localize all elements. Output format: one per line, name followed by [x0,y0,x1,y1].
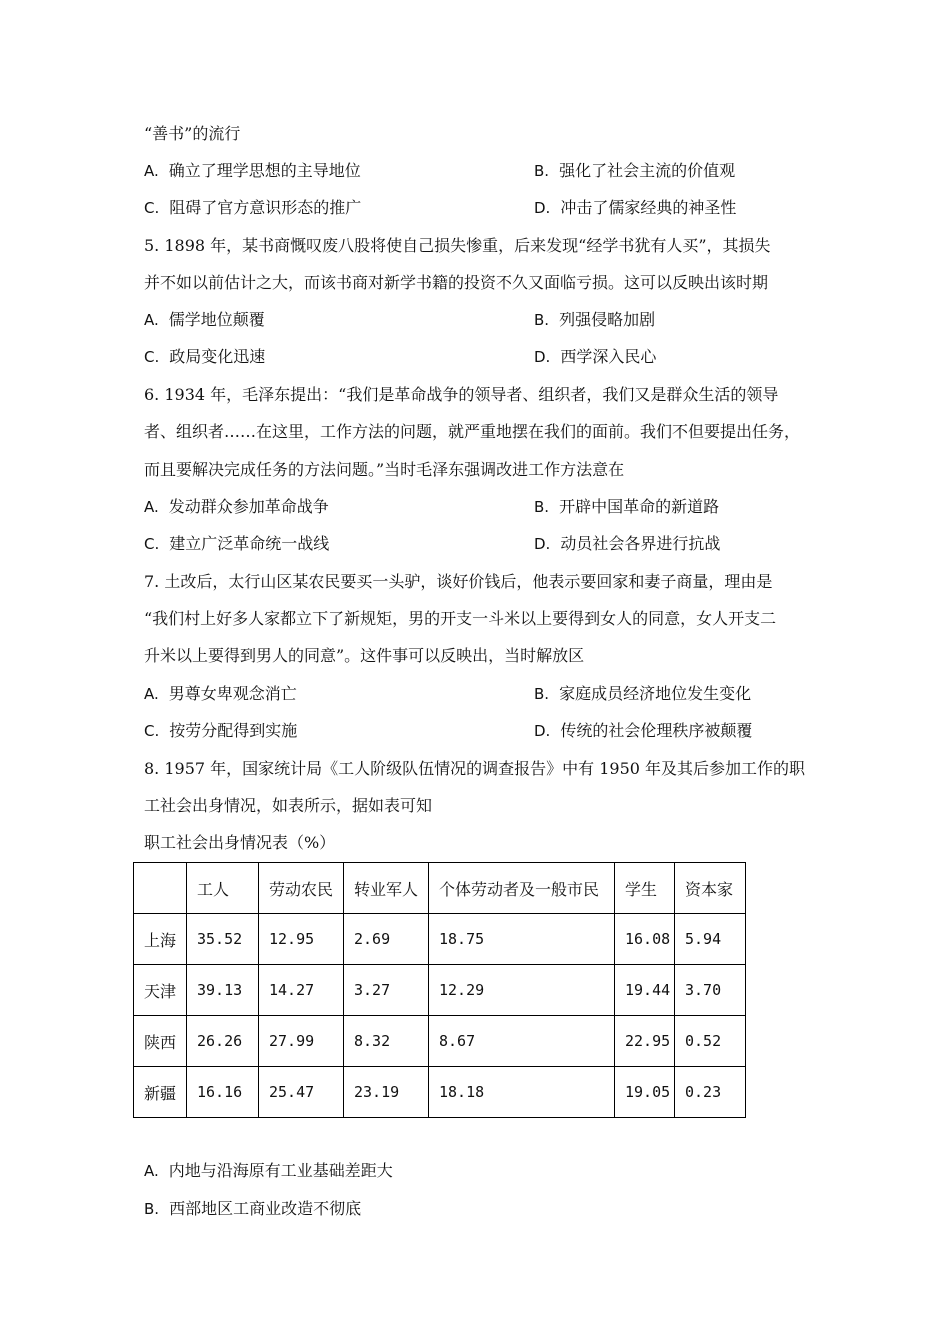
q4-option-b[interactable]: B. 强化了社会主流的价值观 [534,161,736,180]
q4-option-d[interactable]: D. 冲击了儒家经典的神圣性 [534,198,737,217]
value-cell: 35.52 [187,914,259,965]
q4-option-c[interactable]: C. 阻碍了官方意识形态的推广 [144,198,362,217]
value-cell: 3.70 [675,965,746,1016]
q5-stem-line2: 并不如以前估计之大，而该书商对新学书籍的投资不久又面临亏损。这可以反映出该时期 [144,273,769,292]
q6-option-d[interactable]: D. 动员社会各界进行抗战 [534,534,721,553]
q5-option-a[interactable]: A. 儒学地位颠覆 [144,310,265,329]
q6-stem-line1: 6. 1934 年，毛泽东提出：“我们是革命战争的领导者、组织者，我们又是群众生活的领导 [144,385,779,404]
region-cell: 新疆 [134,1067,187,1118]
value-cell: 5.94 [675,914,746,965]
q6-stem-line2: 者、组织者……在这里，工作方法的问题，就严重地摆在我们的面前。我们不但要提出任务， [144,422,801,441]
region-cell: 天津 [134,965,187,1016]
q6-stem-line3: 而且要解决完成任务的方法问题。”当时毛泽东强调改进工作方法意在 [144,460,625,479]
table-row [134,965,746,1016]
region-cell: 上海 [134,914,187,965]
table-header-cell: 学生 [615,863,675,914]
table-header-cell: 转业军人 [344,863,429,914]
table-row [134,1067,746,1118]
q6-option-b[interactable]: B. 开辟中国革命的新道路 [534,497,720,516]
value-cell: 39.13 [187,965,259,1016]
q7-option-b[interactable]: B. 家庭成员经济地位发生变化 [534,684,752,703]
q5-option-b[interactable]: B. 列强侵略加剧 [534,310,656,329]
q7-option-d[interactable]: D. 传统的社会伦理秩序被颠覆 [534,721,753,740]
table-header-row [134,863,746,914]
value-cell: 3.27 [344,965,429,1016]
q8-stem-line2: 工社会出身情况，如表所示，据如表可知 [144,796,433,815]
table-corner-cell [134,863,187,914]
q7-stem-line3: 升米以上要得到男人的同意”。这件事可以反映出，当时解放区 [144,646,585,665]
value-cell: 12.29 [429,965,615,1016]
q5-option-c[interactable]: C. 政局变化迅速 [144,347,266,366]
value-cell: 16.16 [187,1067,259,1118]
value-cell: 0.23 [675,1067,746,1118]
value-cell: 8.67 [429,1016,615,1067]
value-cell: 2.69 [344,914,429,965]
value-cell: 23.19 [344,1067,429,1118]
q8-table-title: 职工社会出身情况表（%） [144,833,336,852]
value-cell: 14.27 [259,965,344,1016]
region-cell: 陕西 [134,1016,187,1067]
q8-stem-line1: 8. 1957 年，国家统计局《工人阶级队伍情况的调查报告》中有 1950 年及其后参加工作的职 [144,759,806,778]
q8-option-b[interactable]: B. 西部地区工商业改造不彻底 [144,1199,362,1218]
q8-option-a[interactable]: A. 内地与沿海原有工业基础差距大 [144,1161,393,1180]
q4-tail: “善书”的流行 [144,124,241,143]
value-cell: 22.95 [615,1016,675,1067]
q5-option-d[interactable]: D. 西学深入民心 [534,347,657,366]
value-cell: 16.08 [615,914,675,965]
value-cell: 26.26 [187,1016,259,1067]
value-cell: 0.52 [675,1016,746,1067]
q7-stem-line1: 7. 土改后，太行山区某农民要买一头驴，谈好价钱后，他表示要回家和妻子商量，理由是 [144,572,773,591]
q4-option-a[interactable]: A. 确立了理学思想的主导地位 [144,161,361,180]
value-cell: 18.75 [429,914,615,965]
q6-option-c[interactable]: C. 建立广泛革命统一战线 [144,534,330,553]
q5-stem-line1: 5. 1898 年，某书商慨叹废八股将使自己损失惨重，后来发现“经学书犹有人买”，其损失 [144,236,771,255]
value-cell: 27.99 [259,1016,344,1067]
table-header-cell: 个体劳动者及一般市民 [429,863,615,914]
q7-option-c[interactable]: C. 按劳分配得到实施 [144,721,298,740]
value-cell: 12.95 [259,914,344,965]
table-row [134,914,746,965]
table-header-cell: 劳动农民 [259,863,344,914]
value-cell: 19.44 [615,965,675,1016]
value-cell: 18.18 [429,1067,615,1118]
q7-stem-line2: “我们村上好多人家都立下了新规矩，男的开支一斗米以上要得到女人的同意，女人开支二 [144,609,777,628]
q8-data-table [133,862,746,1118]
value-cell: 25.47 [259,1067,344,1118]
value-cell: 8.32 [344,1016,429,1067]
table-header-cell: 工人 [187,863,259,914]
table-header-cell: 资本家 [675,863,746,914]
q7-option-a[interactable]: A. 男尊女卑观念消亡 [144,684,297,703]
table-row [134,1016,746,1067]
q6-option-a[interactable]: A. 发动群众参加革命战争 [144,497,329,516]
value-cell: 19.05 [615,1067,675,1118]
